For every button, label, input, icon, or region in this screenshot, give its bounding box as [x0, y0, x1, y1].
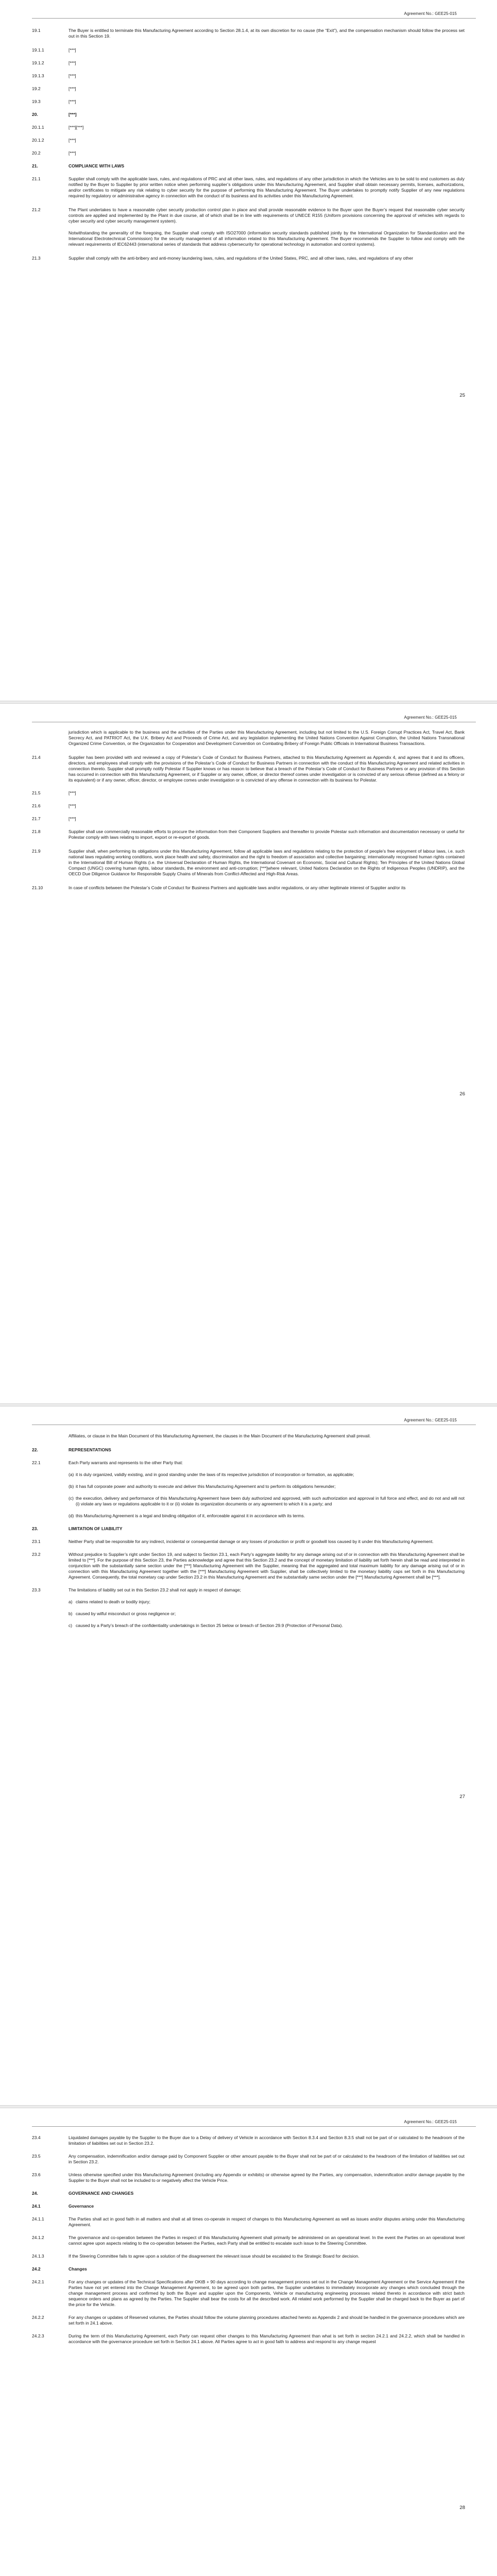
clause [32, 1433, 465, 1439]
page-content [32, 730, 465, 891]
list-label: (b) [68, 1484, 74, 1489]
clause-text [68, 1484, 465, 1489]
section-heading [32, 1526, 465, 1532]
section-heading [32, 1447, 465, 1453]
clause-text: Liquidated damages payable by the Supplier to the Buyer due to a Delay of delivery of Vehicle in accordance with Section 8.3.4 and Section 8.3.5 shall not be part of or calculated to the headroom of the limitation of liabilities set out in Section 23.2. [68, 2135, 465, 2146]
clause-number: 24.1.3 [32, 2253, 44, 2259]
document-page-26 [0, 704, 497, 1403]
clause-number: 20. [32, 112, 38, 117]
clause-text: The Buyer is entitled to terminate this Manufacturing Agreement according to Section 28.1.4, at its own discretion for no cause (the “Exit”), and the compensation mechanism should follow the process set out in this Section 19. [68, 28, 465, 39]
clause-text: [***][***] [68, 125, 84, 130]
clause-number: 21.10 [32, 885, 43, 890]
clause [32, 755, 465, 783]
clause-number: 24.2.1 [32, 2279, 44, 2284]
section-heading [32, 112, 465, 117]
clause-text [68, 1496, 465, 1507]
clause-text: For any changes or updates of Reserved volumes, the Parties should follow the volume planning procedures attached hereto as Appendix 2 and should be handled in the governance procedures which are set forth in 24.1 above. [68, 2315, 465, 2326]
clause-text: The Parties shall act in good faith in all matters and shall at all times co-operate in respect of changes to this Manufacturing Agreement as well as issues and/or disputes arising under this Manufacturing Agreement. [68, 2216, 465, 2227]
clause [32, 790, 465, 796]
clause-number: 19.2 [32, 86, 41, 91]
clause-number: 21.2 [32, 207, 41, 212]
clause-text: [***] [68, 99, 76, 104]
clause-text: Neither Party shall be responsible for any indirect, incidental or consequential damage or any losses of production or profit or goodwill loss caused by it under this Manufacturing Agreement. [68, 1539, 434, 1544]
clause-text: Supplier shall, when performing its obligations under this Manufacturing Agreement, follow all applicable laws and regulations relating to the protection of people’s free enjoyment of labour laws, i.e. such national laws regulating working conditions, work place health and safety, discrimination and the right to freedom of association and collective bargaining; internationally recognised human rights contained in the International Bill of Human Rights (i.e. the Universal Declaration of Human Rights, the International Covenant on Economic, Social and Cultural Rights); Ten Principles of the United Nations Global Compact (UNGC) covering human rights, labour standards, the environment and anti-corruption; [***]where relevant, United Nations Declaration on the Rights of Indigenous Peoples (UNDRIP), and the OECD Due Diligence Guidance for Responsible Supply Chains of Minerals from Conflict-Affected and High-Risk Areas. [68, 849, 465, 876]
clause-text: Each Party warrants and represents to the other Party that: [68, 1460, 183, 1465]
list-item [68, 1472, 465, 1478]
clause-text: Supplier shall comply with the applicable laws, rules, and regulations of PRC and all other laws, rules, and regulations of any other jurisdiction in which the Vehicles are to be sold to end customers as duly notified by the Buyer to Supplier by prior written notice when performing supplier’s obligations under this Manufacturing Agreement, and Supplier shall obtain necessary permits, licenses, authorizations, and/or certificates to mitigate any risk relating to cyber security for the purpose of performing this Manufacturing Agreement. The Buyer undertakes to promptly notify Supplier of any new regulations required by regulatory or administrative agency in connection with the conduct of its business and its activities under this Manufacturing Agreement. [68, 176, 465, 198]
clause [32, 86, 465, 92]
agreement-number: Agreement No.: GEE25-015 [404, 715, 457, 720]
clause [32, 207, 465, 224]
page-number: 27 [459, 1794, 465, 1800]
clause [32, 256, 465, 261]
clause [32, 230, 465, 247]
page-content [32, 1433, 465, 1629]
subsection-heading [32, 2204, 465, 2209]
list-text: the execution, delivery and performance of this Manufacturing Agreement have been duly authorized and approved, with such authorization and approval in full force and effect, and do not and will not (i) violate any laws or regulations applicable to it or (ii) violate its organization documents or any agreement to which it is a party; and [76, 1496, 465, 1506]
clause-number: 23.4 [32, 2135, 41, 2140]
clause-number: 21.3 [32, 256, 41, 261]
list-label: (c) [68, 1496, 74, 1501]
clause-text: [***] [68, 803, 76, 808]
document-page-28 [0, 2108, 497, 2576]
list-item [68, 1599, 465, 1605]
page-number: 26 [459, 1091, 465, 1097]
clause [32, 125, 465, 130]
list-label: c) [68, 1623, 73, 1628]
clause-number: 19.3 [32, 99, 41, 104]
clause-text: Affiliates, or clause in the Main Document of this Manufacturing Agreement, the clauses in the Main Document of the Manufacturing Agreement shall prevail. [68, 1433, 371, 1438]
list-text: this Manufacturing Agreement is a legal and binding obligation of it, enforceable against it in accordance with its terms. [76, 1513, 305, 1518]
header-rule [32, 2126, 476, 2127]
clause-text: Without prejudice to Supplier’s right under Section 19, and subject to Section 23.1, each Party’s aggregate liability for any damage arising out of or in connection with this Manufacturing Agreement shall be limited to [***]. For the purpose of this Section 23, the Parties acknowledge and agree that this Section 23.2 and the concept of monetary limitation of liability set forth herein shall be read and interpreted in conjunction with the substantially same section under the [***] Manufacturing Agreement with the Supplier, meaning that the aggregated and total maximum liability for any damage arising out of or in connection with this Manufacturing Agreement together with the [***] Manufacturing Agreement with Supplier, shall be collectively limited to the monetary liability caps set forth in this Manufacturing Agreement. Consequently, the total monetary cap under Section 23.2 in this Manufacturing Agreement and the substantially same section under the [***] Manufacturing Agreement shall be [***]. [68, 1552, 465, 1580]
clause [32, 2279, 465, 2308]
clause-number: 19.1 [32, 28, 41, 33]
clause [32, 176, 465, 199]
clause-text: [***] [68, 60, 76, 65]
clause [32, 60, 465, 66]
clause-text: [***] [68, 790, 76, 795]
clause-text [68, 1611, 465, 1617]
clause-number: 20.1.1 [32, 125, 44, 130]
clause-text: Supplier shall use commercially reasonable efforts to procure the information from their Component Suppliers and thereafter to provide Polestar such information and documentation necessary or useful for Polestar comply with laws relating to import, export or re-export of goods. [68, 829, 465, 840]
clause-text: GOVERNANCE AND CHANGES [68, 2191, 134, 2196]
clause-number: 24.1.1 [32, 2216, 44, 2222]
section-heading [32, 163, 465, 169]
list-text: claims related to death or bodily injury; [76, 1599, 151, 1604]
clause-number: 21.8 [32, 829, 41, 834]
clause [32, 816, 465, 822]
clause-text [68, 1599, 465, 1605]
list-text: caused by wilful misconduct or gross negligence or; [76, 1611, 176, 1616]
clause-number: 24.1 [32, 2204, 41, 2209]
clause [32, 2333, 465, 2345]
clause [32, 1472, 465, 1478]
clause-text [68, 1513, 465, 1519]
clause [32, 1484, 465, 1489]
clause-text: Supplier shall comply with the anti-bribery and anti-money laundering laws, rules, and regulations of the United States, PRC, and all other laws, rules, and regulations of any other [68, 256, 414, 261]
clause-number: 23.1 [32, 1539, 41, 1544]
clause-text: [***] [68, 86, 76, 91]
clause [32, 1496, 465, 1507]
document-page-25 [0, 0, 497, 701]
clause-number: 19.1.2 [32, 60, 44, 65]
clause-number: 23.6 [32, 2172, 41, 2177]
clause-number: 19.1.1 [32, 47, 44, 53]
clause [32, 99, 465, 105]
clause-number: 21.6 [32, 803, 41, 808]
clause-text: Governance [68, 2204, 94, 2209]
clause-number: 21.9 [32, 849, 41, 854]
clause [32, 1623, 465, 1629]
clause-number: 21.4 [32, 755, 41, 760]
clause-text: The Plant undertakes to have a reasonable cyber security production control plan in place and shall provide reasonable evidence to the Buyer upon the Buyer’s request that reasonable cyber security controls are applied and implemented by the Plant in due course, all of which shall be in line with requirements of UNECE R155 (Uniform provisions concerning the approval of vehicles with regards to cyber security and cyber security management system). [68, 207, 465, 224]
list-item [68, 1484, 465, 1489]
clause [32, 730, 465, 747]
list-label: (d) [68, 1513, 74, 1518]
clause-text: The governance and co-operation between the Parties in respect of this Manufacturing Agreement shall primarily be administered on an operational level. In the event the Parties on an operational level cannot agree upon aspects relating to the co-operation between the Parties, each Party shall be entitled to escalate such issue to the Steering Committee. [68, 2235, 465, 2246]
list-text: it has full corporate power and authority to execute and deliver this Manufacturing Agreement and to perform its obligations hereunder; [76, 1484, 336, 1489]
clause [32, 1587, 465, 1593]
clause [32, 150, 465, 156]
clause [32, 1513, 465, 1519]
clause-text: [***] [68, 112, 77, 117]
section-heading [32, 2191, 465, 2196]
clause [32, 2235, 465, 2246]
clause-number: 22.1 [32, 1460, 41, 1465]
clause [32, 1611, 465, 1617]
list-item [68, 1513, 465, 1519]
clause [32, 849, 465, 877]
clause [32, 803, 465, 809]
clause [32, 2253, 465, 2259]
page-content [32, 2135, 465, 2345]
list-label: b) [68, 1611, 73, 1616]
clause [32, 28, 465, 39]
clause-text: For any changes or updates of the Technical Specifications after OKtB + 90 days according to change management process set out in the Change Management Agreement or the Service Agreement if the Parties have not yet entered into the Change Management Agreement, to be agreed upon both parties, the Supplier undertakes to immediately incorporate any changes which concluded through the change management process and confirmed by both the Buyer and supplier upon the Components, Vehicle or manufacturing engineering processes related thereto in accordance with strict batch sequence orders and plans as agreed by the Parties. The Supplier shall bear the costs for all the described work. All related work performed by the Supplier shall be charged back to the Buyer as part of the price for the Vehicle. [68, 2279, 465, 2307]
page-number: 28 [459, 2505, 465, 2511]
list-label: a) [68, 1599, 73, 1604]
clause-number: 23.2 [32, 1552, 41, 1557]
clause-text: Notwithstanding the generality of the foregoing, the Supplier shall comply with ISO27000 (information security standards published jointly by the International Organization for Standardization and the International Electrotechnical Commission) for the security management of all information related to this Manufacturing Agreement. The Buyer recommends the Supplier to follow and comply with the relevant requirements of IEC62443 (international series of standards that address cybersecurity for operational technology in automation and control systems). [68, 230, 465, 247]
clause-number: 24. [32, 2191, 38, 2196]
clause [32, 2216, 465, 2228]
clause-number: 24.2.3 [32, 2333, 44, 2338]
clause-number: 21.5 [32, 790, 41, 795]
clause-number: 22. [32, 1447, 38, 1452]
clause [32, 2315, 465, 2326]
clause-text: [***] [68, 47, 76, 53]
agreement-number: Agreement No.: GEE25-015 [404, 11, 457, 16]
clause-text: Changes [68, 2266, 87, 2272]
clause-number: 21.7 [32, 816, 41, 821]
subsection-heading [32, 2266, 465, 2272]
agreement-number: Agreement No.: GEE25-015 [404, 2120, 457, 2124]
clause [32, 885, 465, 891]
clause-text: [***] [68, 138, 76, 143]
clause [32, 1552, 465, 1580]
clause [32, 2135, 465, 2146]
document-page-27 [0, 1406, 497, 2105]
clause-text: [***] [68, 816, 76, 821]
clause-text: In case of conflicts between the Polestar’s Code of Conduct for Business Partners and applicable laws and/or regulations, or any other legitimate interest of Supplier and/or its [68, 885, 406, 890]
clause-text: The limitations of liability set out in this Section 23.2 shall not apply in respect of damage; [68, 1587, 241, 1592]
clause-number: 24.1.2 [32, 2235, 44, 2240]
clause-text: During the term of this Manufacturing Agreement, each Party can request other changes to this Manufacturing Agreement than what is set forth in section 24.2.1 and 24.2.2, which shall be handled in accordance with the governance procedure set forth in Section 24.1 above. All Parties agree to act in good faith to address and respond to any change request [68, 2333, 465, 2344]
clause [32, 829, 465, 840]
clause-text: If the Steering Committee fails to agree upon a solution of the disagreement the relevant issue should be escalated to the Strategic Board for decision. [68, 2253, 359, 2259]
clause-text: jurisdiction which is applicable to the business and the activities of the Parties under this Manufacturing Agreement, including but not limited to the U.S. Foreign Corrupt Practices Act, Travel Act, Bank Secrecy Act, and PATRIOT Act, the U.K. Bribery Act and Proceeds of Crime Act, and any legislation implementing the United Nations Convention Against Corruption, the United Nations Transnational Organized Crime Convention, or the Organization for Cooperation and Development Convention on Combating Bribery of Foreign Public Officials in International Business Transactions. [68, 730, 465, 746]
clause-text: [***] [68, 150, 76, 156]
list-item [68, 1623, 465, 1629]
clause-text [68, 1472, 465, 1478]
list-item [68, 1496, 465, 1507]
clause-text: Unless otherwise specified under this Manufacturing Agreement (including any Appendix or exhibits) or otherwise agreed by the Parties, any compensation, indemnification and/or damage payable by the Supplier to the Buyer shall not be included to or negatively affect the Vehicle Price. [68, 2172, 465, 2183]
clause-number: 23.3 [32, 1587, 41, 1592]
clause [32, 2172, 465, 2183]
clause-text: REPRESENTATIONS [68, 1447, 111, 1452]
clause-number: 19.1.3 [32, 73, 44, 78]
page-content [32, 28, 465, 261]
clause [32, 1460, 465, 1466]
clause [32, 1599, 465, 1605]
clause [32, 138, 465, 143]
clause-text [68, 1623, 465, 1629]
clause [32, 2154, 465, 2165]
clause-number: 21.1 [32, 176, 41, 181]
header-rule [32, 18, 476, 19]
clause-number: 23.5 [32, 2154, 41, 2159]
clause-number: 23. [32, 1526, 38, 1531]
clause-number: 24.2 [32, 2266, 41, 2272]
list-text: it is duly organized, validly existing, and in good standing under the laws of its respective jurisdiction of incorporation or formation, as applicable; [76, 1472, 354, 1477]
clause [32, 47, 465, 53]
clause-text: LIMITATION OF LIABILITY [68, 1526, 123, 1531]
clause-text: COMPLIANCE WITH LAWS [68, 163, 125, 168]
clause-number: 24.2.2 [32, 2315, 44, 2320]
list-text: caused by a Party’s breach of the confidentiality undertakings in Section 25 below or breach of Section 29.9 (Protection of Personal Data). [76, 1623, 343, 1628]
clause-number: 20.2 [32, 150, 41, 156]
clause-number: 20.1.2 [32, 138, 44, 143]
clause [32, 1539, 465, 1545]
clause-text: [***] [68, 73, 76, 78]
clause [32, 73, 465, 79]
list-item [68, 1611, 465, 1617]
clause-number: 21. [32, 163, 38, 168]
list-label: (a) [68, 1472, 74, 1477]
agreement-number: Agreement No.: GEE25-015 [404, 1418, 457, 1422]
clause-text: Any compensation, indemnification and/or damage paid by Component Supplier or other amount payable to the Buyer shall not be part of or calculated to the headroom of the limitation of liabilities set out in Section 23.2. [68, 2154, 465, 2164]
clause-text: Supplier has been provided with and reviewed a copy of Polestar’s Code of Conduct for Business Partners, attached to this Manufacturing Agreement as Appendix 4, and agrees that it and its officers, directors, and employees shall comply with the provisions of the Polestar’s Code of Conduct for Business Partners in connection with the conduct of this Manufacturing Agreement and related activities in connection thereto. Supplier shall promptly notify Polestar if Supplier knows or has reason to believe that a breach of the Polestar’s Code of Conduct for Business Partners or any provision of this Section has occurred in connection with this Manufacturing Agreement, or if Supplier or any owner, officer, or director thereof comes under investigation or is convicted of any serious offense (defined as a felony or its equivalent) or if any owner, officer, director, or employee comes under investigation or is convicted of any offense in connection with its business for Polestar. [68, 755, 465, 783]
page-number: 25 [459, 393, 465, 398]
